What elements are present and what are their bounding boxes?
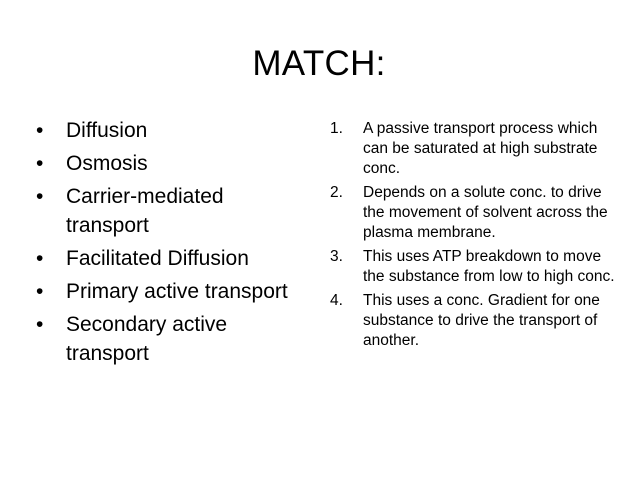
term-item [30,182,295,240]
definition-number: 3. [330,248,343,265]
definition-item [330,119,615,179]
term-label: Primary active transport [66,280,288,303]
term-item [30,149,295,178]
definition-item [330,291,615,351]
term-item [30,116,295,145]
term-label: Carrier-mediated transport [66,185,224,237]
definition-text: Depends on a solute conc. to drive the movement of solvent across the plasma membrane. [363,184,608,241]
terms-list [30,116,295,372]
definition-text: A passive transport process which can be saturated at high substrate conc. [363,120,598,177]
definitions-list [330,119,615,355]
definition-number: 4. [330,292,343,309]
definition-text: This uses ATP breakdown to move the substance from low to high conc. [363,248,615,285]
definition-text: This uses a conc. Gradient for one substance to drive the transport of another. [363,292,600,349]
bullet-icon: • [36,119,44,142]
term-item [30,244,295,273]
bullet-icon: • [36,280,44,303]
term-label: Osmosis [66,152,148,175]
term-item [30,277,295,306]
definition-number: 1. [330,120,343,137]
term-item [30,310,295,368]
term-label: Secondary active transport [66,313,228,365]
slide-title: MATCH: [252,44,386,83]
definition-number: 2. [330,184,343,201]
term-label: Diffusion [66,119,148,142]
definition-item [330,183,615,243]
bullet-icon: • [36,152,44,175]
bullet-icon: • [36,185,44,208]
bullet-icon: • [36,247,44,270]
bullet-icon: • [36,313,44,336]
term-label: Facilitated Diffusion [66,247,249,270]
definition-item [330,247,615,287]
